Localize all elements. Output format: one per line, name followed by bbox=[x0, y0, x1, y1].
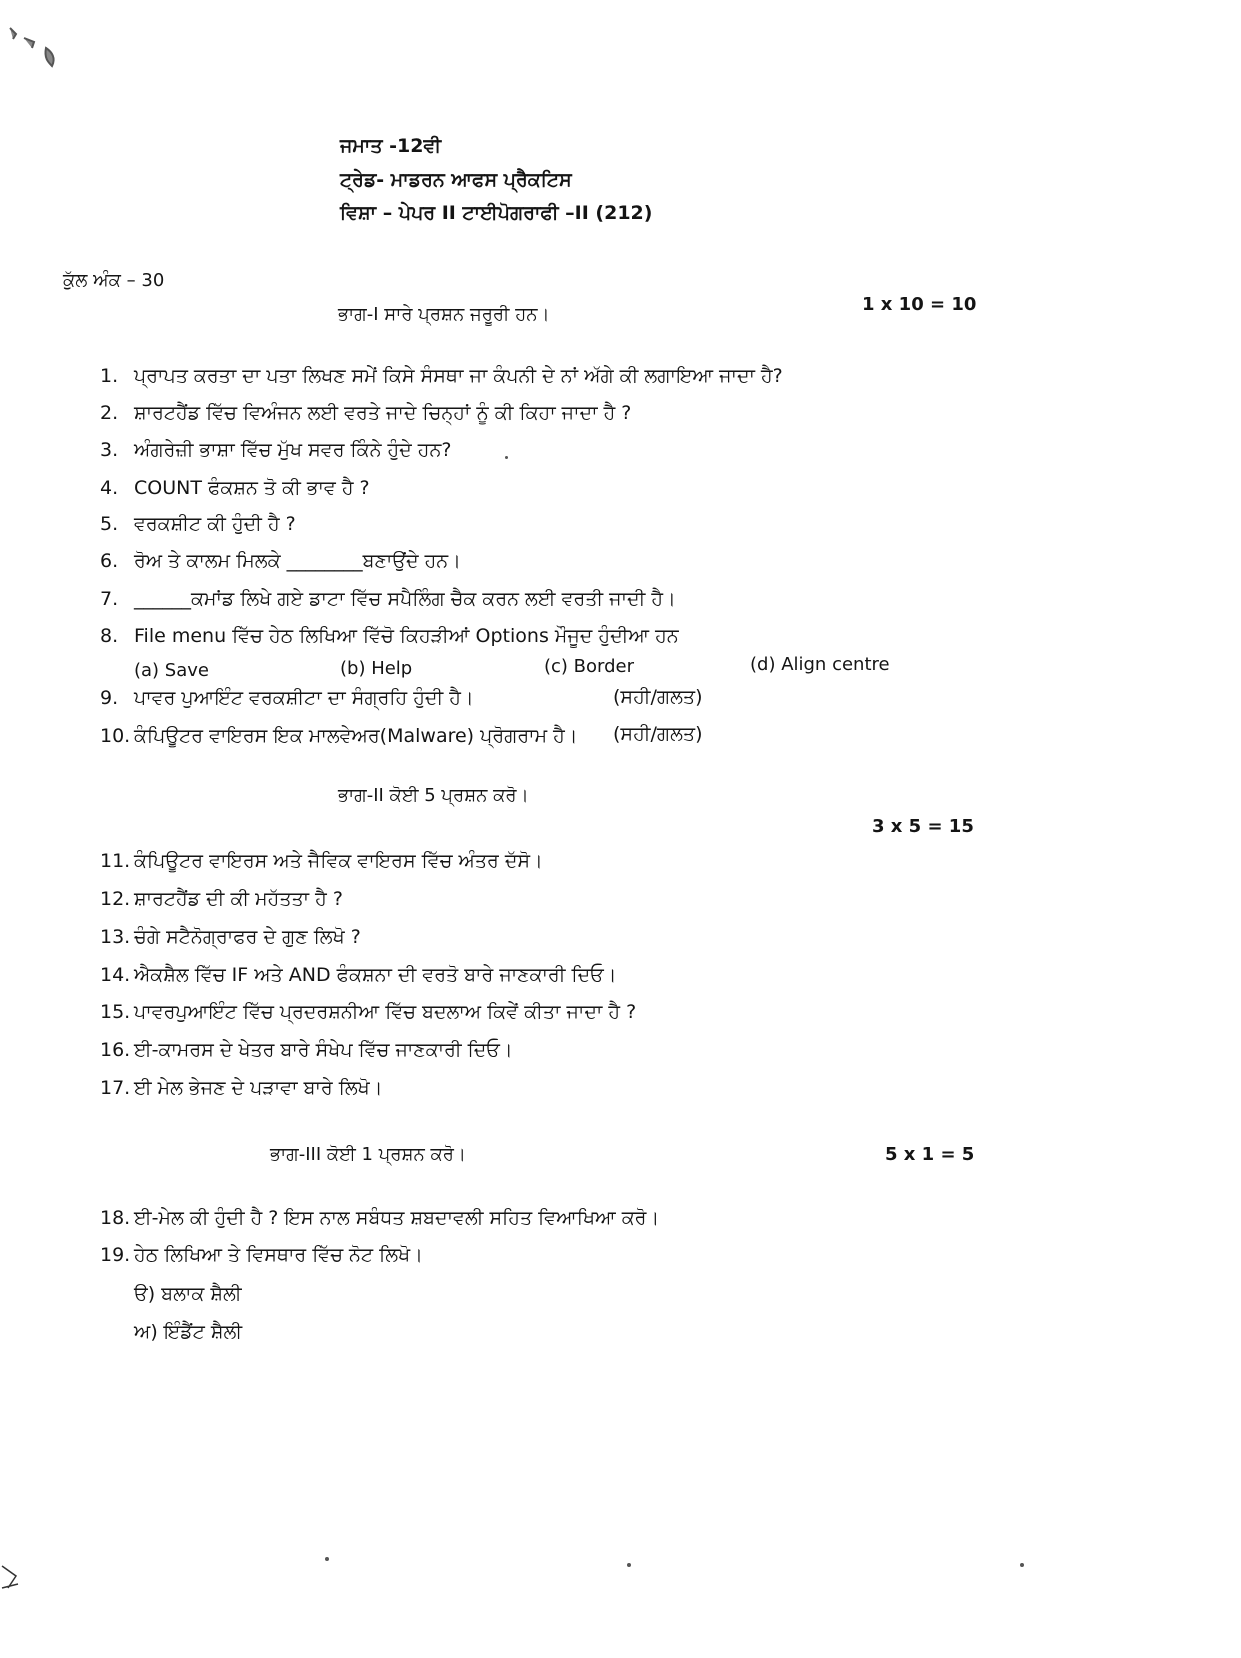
question-text: ______ਕਮਾਂਡ ਲਿਖੇ ਗਏ ਡਾਟਾ ਵਿੱਚ ਸਪੈਲਿੰਗ ਚੈਕ ਕਰਨ ਲਈ ਵਰਤੀ ਜਾਦੀ ਹੈ। bbox=[134, 588, 676, 610]
question-9 bbox=[100, 686, 474, 710]
question-number: 1. bbox=[100, 365, 119, 387]
question-number: 12. bbox=[100, 888, 131, 910]
question-number: 17. bbox=[100, 1077, 131, 1099]
question-1 bbox=[100, 364, 783, 388]
question-text: ਪ੍ਰਾਪਤ ਕਰਤਾ ਦਾ ਪਤਾ ਲਿਖਣ ਸਮੇਂ ਕਿਸੇ ਸੰਸਥਾ ਜਾ ਕੰਪਨੀ ਦੇ ਨਾਂ ਅੱਗੇ ਕੀ ਲਗਾਇਆ ਜਾਦਾ ਹੈ? bbox=[134, 365, 783, 387]
question-text: ਪਾਵਰਪੁਆਇੰਟ ਵਿੱਚ ਪ੍ਰਦਰਸ਼ਨੀਆ ਵਿੱਚ ਬਦਲਾਅ ਕਿਵੇਂ ਕੀਤਾ ਜਾਦਾ ਹੈ ? bbox=[134, 1001, 637, 1023]
question-17 bbox=[100, 1076, 383, 1100]
part1-title: ਭਾਗ-I ਸਾਰੇ ਪ੍ਰਸ਼ਨ ਜਰੂਰੀ ਹਨ। bbox=[338, 304, 550, 325]
subject-line: ਵਿਸ਼ਾ – ਪੇਪਰ II ਟਾਈਪੋਗਰਾਫੀ –II (212) bbox=[340, 202, 653, 224]
question-number: 11. bbox=[100, 850, 131, 872]
question-text: ਅੰਗਰੇਜ਼ੀ ਭਾਸ਼ਾ ਵਿੱਚ ਮੁੱਖ ਸਵਰ ਕਿੰਨੇ ਹੁੰਦੇ ਹਨ? bbox=[134, 439, 452, 461]
scan-speck bbox=[325, 1557, 329, 1561]
question-text: ਸ਼ਾਰਟਹੈਂਡ ਵਿੱਚ ਵਿਅੰਜਨ ਲਈ ਵਰਤੇ ਜਾਦੇ ਚਿਨ੍ਹਾਂ ਨੂੰ ਕੀ ਕਿਹਾ ਜਾਦਾ ਹੈ ? bbox=[134, 402, 632, 424]
question-text: ਹੇਠ ਲਿਖਿਆ ਤੇ ਵਿਸਥਾਰ ਵਿੱਚ ਨੋਟ ਲਿਖੋ। bbox=[134, 1244, 423, 1266]
question-number: 8. bbox=[100, 625, 119, 647]
question-number: 18. bbox=[100, 1207, 131, 1229]
corner-pen-mark bbox=[0, 1560, 40, 1600]
question-2 bbox=[100, 401, 631, 425]
question-number: 19. bbox=[100, 1244, 131, 1266]
q8-option-c: (c) Border bbox=[544, 656, 635, 677]
question-15 bbox=[100, 1000, 636, 1024]
question-text: ਈ ਮੇਲ ਭੇਜਣ ਦੇ ਪੜਾਵਾ ਬਾਰੇ ਲਿਖੋ। bbox=[134, 1077, 383, 1099]
question-12 bbox=[100, 887, 343, 911]
sub-item-block-style: ੳ) ਬਲਾਕ ਸ਼ੈਲੀ bbox=[134, 1283, 242, 1305]
scan-speck bbox=[627, 1563, 631, 1567]
question-18 bbox=[100, 1206, 659, 1230]
question-10 bbox=[100, 724, 578, 748]
total-marks: ਕੁੱਲ ਅੰਕ – 30 bbox=[63, 270, 165, 291]
question-6 bbox=[100, 549, 461, 573]
question-text: ਐਕਸ਼ੈਲ ਵਿੱਚ IF ਅਤੇ AND ਫੰਕਸ਼ਨਾ ਦੀ ਵਰਤੋ ਬਾਰੇ ਜਾਣਕਾਰੀ ਦਿਓ। bbox=[134, 964, 617, 986]
question-text: ਰੋਅ ਤੇ ਕਾਲਮ ਮਿਲਕੇ ________ਬਣਾਉਂਦੇ ਹਨ। bbox=[134, 550, 461, 572]
question-8 bbox=[100, 624, 679, 648]
question-number: 4. bbox=[100, 477, 119, 499]
question-number: 2. bbox=[100, 402, 119, 424]
question-text: ਈ-ਕਾਮਰਸ ਦੇ ਖੇਤਰ ਬਾਰੇ ਸੰਖੇਪ ਵਿੱਚ ਜਾਣਕਾਰੀ ਦਿਓ। bbox=[134, 1039, 513, 1061]
question-number: 3. bbox=[100, 439, 119, 461]
question-number: 15. bbox=[100, 1001, 131, 1023]
class-line: ਜਮਾਤ -12ਵੀ bbox=[340, 135, 442, 157]
question-number: 14. bbox=[100, 964, 131, 986]
question-number: 9. bbox=[100, 687, 119, 709]
part3-marks: 5 x 1 = 5 bbox=[885, 1144, 975, 1165]
question-16 bbox=[100, 1038, 513, 1062]
question-7 bbox=[100, 587, 676, 611]
q8-option-b: (b) Help bbox=[340, 658, 413, 679]
scan-speck bbox=[505, 456, 508, 459]
part2-marks: 3 x 5 = 15 bbox=[872, 816, 974, 837]
question-4 bbox=[100, 476, 370, 500]
question-number: 7. bbox=[100, 588, 119, 610]
part3-title: ਭਾਗ-III ਕੋਈ 1 ਪ੍ਰਸ਼ਨ ਕਰੋ। bbox=[270, 1144, 467, 1165]
question-text: ਕੰਪਿਊਟਰ ਵਾਇਰਸ ਇਕ ਮਾਲਵੇਅਰ(Malware) ਪ੍ਰੋਗਰਾਮ ਹੈ। bbox=[134, 725, 578, 747]
q8-option-d: (d) Align centre bbox=[750, 654, 890, 675]
scan-speck bbox=[1020, 1563, 1024, 1567]
true-false-tag-9: (ਸਹੀ/ਗਲਤ) bbox=[613, 686, 703, 708]
question-number: 10. bbox=[100, 725, 131, 747]
question-number: 5. bbox=[100, 513, 119, 535]
question-13 bbox=[100, 925, 361, 949]
q8-option-a: (a) Save bbox=[134, 660, 209, 681]
question-text: ਚੰਗੇ ਸਟੈਨੋਗ੍ਰਾਫਰ ਦੇ ਗੁਣ ਲਿਖੋ ? bbox=[134, 926, 361, 948]
question-11 bbox=[100, 849, 543, 873]
question-text: ਵਰਕਸ਼ੀਟ ਕੀ ਹੁੰਦੀ ਹੈ ? bbox=[134, 513, 296, 535]
trade-line: ਟ੍ਰੇਡ- ਮਾਡਰਨ ਆਫਸ ਪ੍ਰੈਕਟਿਸ bbox=[340, 169, 572, 191]
question-text: ਸ਼ਾਰਟਹੈਂਡ ਦੀ ਕੀ ਮਹੱਤਤਾ ਹੈ ? bbox=[134, 888, 343, 910]
question-text: File menu ਵਿੱਚ ਹੇਠ ਲਿਖਿਆ ਵਿੱਚੋ ਕਿਹੜੀਆਂ Options ਮੌਜੂਦ ਹੁੰਦੀਆ ਹਨ bbox=[134, 625, 679, 647]
question-19 bbox=[100, 1243, 423, 1267]
question-text: ਕੰਪਿਊਟਰ ਵਾਇਰਸ ਅਤੇ ਜੈਵਿਕ ਵਾਇਰਸ ਵਿੱਚ ਅੰਤਰ ਦੱਸੋ। bbox=[134, 850, 543, 872]
scan-blot-mark bbox=[2, 18, 72, 68]
part1-marks: 1 x 10 = 10 bbox=[862, 294, 977, 315]
question-number: 6. bbox=[100, 550, 119, 572]
question-text: COUNT ਫੰਕਸ਼ਨ ਤੋ ਕੀ ਭਾਵ ਹੈ ? bbox=[134, 477, 370, 499]
question-number: 13. bbox=[100, 926, 131, 948]
question-number: 16. bbox=[100, 1039, 131, 1061]
sub-item-indent-style: ਅ) ਇੰਡੈਂਟ ਸ਼ੈਲੀ bbox=[134, 1321, 243, 1343]
part2-title: ਭਾਗ-II ਕੋਈ 5 ਪ੍ਰਸ਼ਨ ਕਰੋ। bbox=[338, 785, 529, 806]
question-text: ਈ-ਮੇਲ ਕੀ ਹੁੰਦੀ ਹੈ ? ਇਸ ਨਾਲ ਸਬੰਧਤ ਸ਼ਬਦਾਵਲੀ ਸਹਿਤ ਵਿਆਖਿਆ ਕਰੋ। bbox=[134, 1207, 660, 1229]
true-false-tag-10: (ਸਹੀ/ਗਲਤ) bbox=[613, 723, 703, 745]
question-5 bbox=[100, 512, 296, 536]
question-text: ਪਾਵਰ ਪੁਆਇੰਟ ਵਰਕਸ਼ੀਟਾ ਦਾ ਸੰਗ੍ਰਹਿ ਹੁੰਦੀ ਹੈ। bbox=[134, 687, 474, 709]
question-3 bbox=[100, 438, 451, 462]
question-14 bbox=[100, 963, 617, 987]
